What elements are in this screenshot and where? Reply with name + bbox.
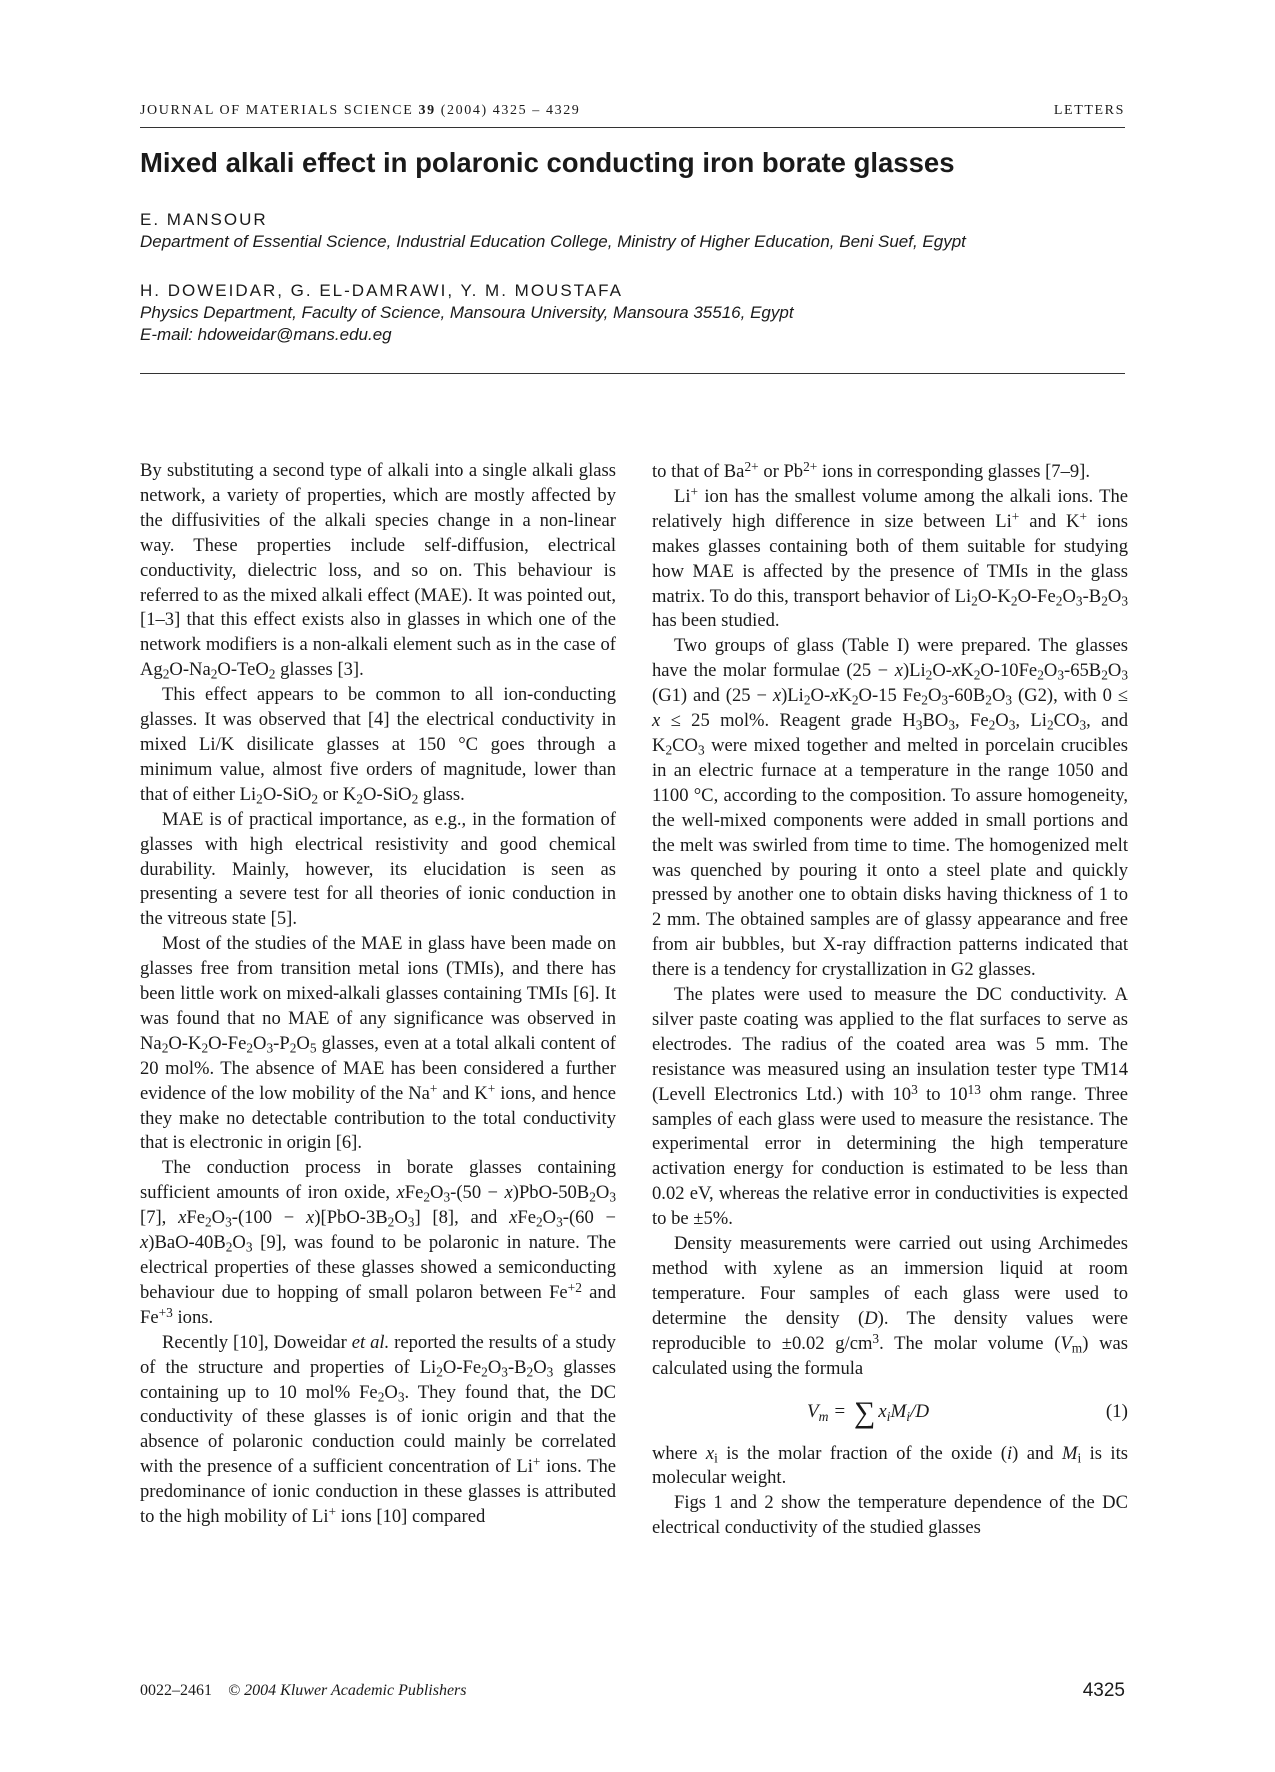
issn: 0022–2461 [140, 1682, 212, 1699]
journal-year-pages: (2004) 4325 – 4329 [440, 103, 581, 118]
journal-volume: 39 [418, 103, 436, 118]
right-paragraph-2: Li+ ion has the smallest volume among the alkali ions. The relatively high difference in size between Li+ and K+ ions makes glasses containing both of them suitable for studying how MAE is affected by the presence of TMIs in the glass matrix. To do this, transport behavior of $Li_2O-K_2O-Fe_2O_3-B_2O_3$ has been studied. [652, 483, 1128, 632]
right-paragraph-3: Two groups of glass (Table I) were prepared. The glasses have the molar formulae $(25 - x)Li_2O-xK_2O-10Fe_2O_3-65B_2O_3$ (G1) and $(25 - x)Li_2O-xK_2O-15$ $Fe_2O_3-60B_2O_3$ (G2), with 0 ≤ x ≤ 25 mol%. Reagent grade $H_3BO_3$, $Fe_2O_3$, $Li_2CO_3$, and $K_2CO_3$ were mixed together and melted in porcelain crucibles in an electric furnace at a temperature in the range 1050 and 1100 °C, according to the composition. To assure homogeneity, the well-mixed components were added in small portions and the melt was swirled from time to time. The homogenized melt was quenched by pouring it onto a steel plate and quickly pressed by another one to obtain disks having thickness of 1 to 2 mm. The obtained samples are of glassy appearance and free from air bubbles, but X-ray diffraction patterns indicated that there is a tendency for crystallization in G2 glasses. [652, 635, 1128, 981]
affiliation-1: Department of Essential Science, Industrial Education College, Ministry of Higher Education, Beni Suef, Egypt [140, 232, 966, 251]
right-paragraph-1: to that of $Ba^{2+}$ or $Pb^{2+}$ ions in corresponding glasses [7–9]. [652, 458, 1091, 482]
right-paragraphs-before [652, 460, 1128, 1382]
author-names-1: E. MANSOUR [140, 210, 268, 229]
issn-copyright [140, 1682, 467, 1700]
running-head [140, 103, 1125, 128]
right-after-paragraph-1: where $x_i$ is the molar fraction of the oxide (i) and $M_i$ is its molecular weight. [652, 1442, 1128, 1489]
section-label: LETTERS [1053, 103, 1125, 118]
right-after-paragraph-2: Figs 1 and 2 show the temperature dependence of the DC electrical conductivity of the studied glasses [652, 1492, 1128, 1539]
body-column-left [140, 459, 616, 1530]
left-paragraph-3: MAE is of practical importance, as e.g., in the formation of glasses with high electrical resistivity and good chemical durability. Mainly, however, its elucidation is seen as presenting a severe test for all theories of ionic conduction in the vitreous state [5]. [140, 808, 616, 930]
journal-name: JOURNAL OF MATERIALS SCIENCE [140, 103, 414, 118]
right-paragraph-5: Density measurements were carried out using Archimedes method with xylene as an immersion liquid at room temperature. Four samples of each glass were used to determine the density (D). The density values were reproducible to ±0.02 $g/cm^3$. The molar volume $(V_m)$ was calculated using the formula [652, 1233, 1129, 1379]
left-paragraph-4: Most of the studies of the MAE in glass have been made on glasses free from transition metal ions (TMIs), and there has been little work on mixed-alkali glasses containing TMIs [6]. It was found that no MAE of any significance was observed in $Na_2O-K_2O-Fe_2O_3-P_2O_5$ glasses, even at a total alkali content of 20 mol%. The absence of MAE has been considered a further evidence of the low mobility of the Na+ and K+ ions, and hence they make no detectable contribution to the total conductivity that is electronic in origin [6]. [140, 933, 617, 1154]
equation-1 [652, 1388, 1128, 1438]
right-paragraph-4: The plates were used to measure the DC conductivity. A silver paste coating was applied to the flat surfaces to serve as electrodes. The radius of the coated area was 5 mm. The resistance was measured using an insulation tester type TM14 (Levell Electronics Ltd.) with $10^3$ to $10^{13}$ ohm range. Three samples of each glass were used to measure the resistance. The experimental error in determining the high temperature activation energy for conduction is estimated to be less than 0.02 eV, whereas the relative error in conductivities is expected to be ±5%. [652, 984, 1128, 1230]
paper-title: Mixed alkali effect in polaronic conducting iron borate glasses [140, 147, 955, 178]
author-block-2 [140, 280, 1125, 346]
page-number: 4325 [1082, 1680, 1125, 1701]
journal-citation [140, 103, 580, 119]
left-paragraph-6: Recently [10], Doweidar et al. reported the results of a study of the structure and properties of $Li_2O-Fe_2O_3-B_2O_3$ glasses containing up to 10 mol% $Fe_2O_3$. They found that, the DC conductivity of these glasses is of ionic origin and that the absence of polaronic conduction could mainly be correlated with the presence of a sufficient concentration of Li+ ions. The predominance of ionic conduction in these glasses is attributed to the high mobility of Li+ ions [10] compared [140, 1331, 617, 1528]
left-paragraph-2: This effect appears to be common to all ion-conducting glasses. It was observed that [4] the electrical conductivity in mixed Li/K disilicate glasses at 150 °C goes through a minimum value, almost five orders of magnitude, lower than that of either $Li_2O-SiO_2$ or $K_2O-SiO_2$ glass. [140, 684, 616, 807]
left-paragraph-1: By substituting a second type of alkali into a single alkali glass network, a variety of properties, which are mostly affected by the diffusivities of the alkali species change in a non-linear way. These properties include self-diffusion, electrical conductivity, dielectric loss, and so on. This behaviour is referred to as the mixed alkali effect (MAE). It was pointed out, [1–3] that this effect exists also in glasses in which one of the network modifiers is a non-alkali element such as in the case of $Ag_2O-Na_2O-TeO_2$ glasses [3]. [140, 460, 616, 682]
author-email: E-mail: hdoweidar@mans.edu.eg [140, 325, 392, 344]
left-paragraph-5: The conduction process in borate glasses containing sufficient amounts of iron oxide, $xFe_2O_3-(50 - x)PbO-50B_2O_3$ [7], $xFe_2O_3-(100 - x)[PbO-3B_2O_3]$ [8], and $xFe_2O_3-(60 - x)BaO-40B_2O_3$ [9], was found to be polaronic in nature. The electrical properties of these glasses showed a semiconducting behaviour due to hopping of small polaron between $Fe^{+2}$ and $Fe^{+3}$ ions. [140, 1157, 617, 1328]
right-paragraphs-after [652, 1442, 1128, 1542]
affiliation-2: Physics Department, Faculty of Science, Mansoura University, Mansoura 35516, Egypt [140, 303, 794, 322]
author-block-1 [140, 209, 1125, 253]
equation-body: $V_m$ = ∑ $x_iM_i/D$ [807, 1395, 930, 1429]
equation-number: (1) [1105, 1400, 1128, 1422]
author-names-2: H. DOWEIDAR, G. EL-DAMRAWI, Y. M. MOUSTAFA [140, 281, 623, 300]
copyright: © 2004 Kluwer Academic Publishers [228, 1682, 467, 1699]
body-column-right [652, 460, 1128, 1541]
header-rule [140, 373, 1125, 374]
